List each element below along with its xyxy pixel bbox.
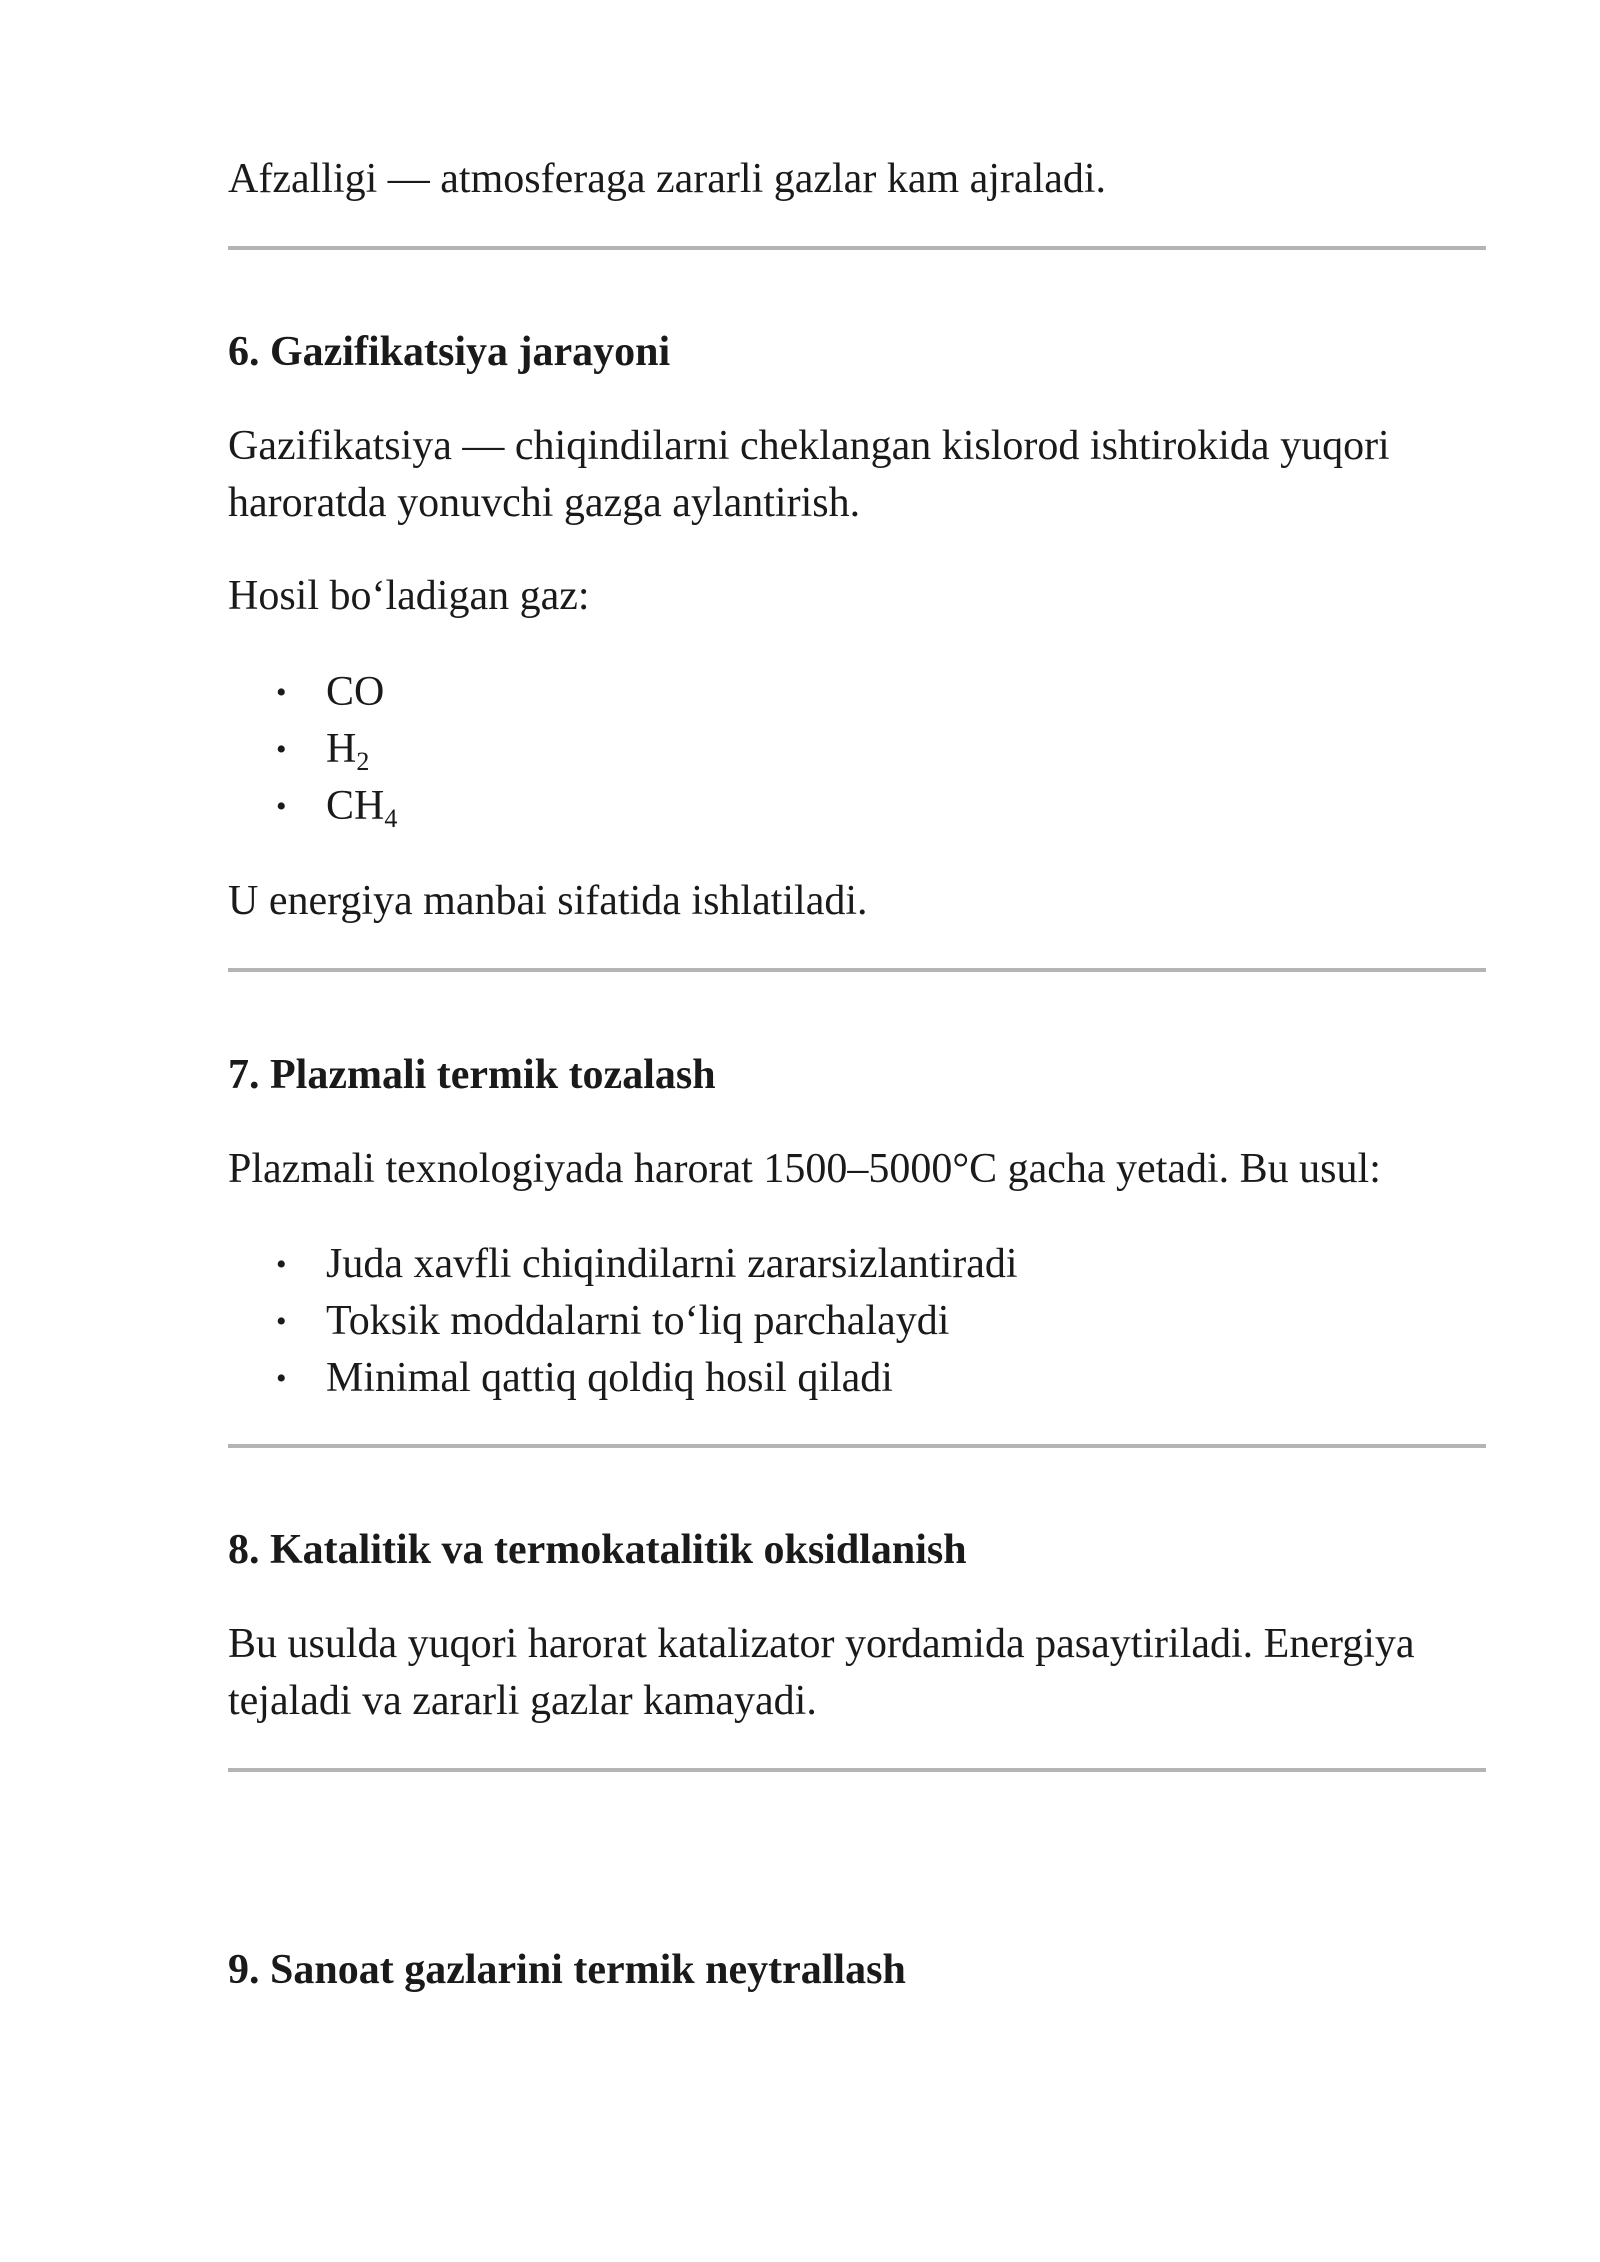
divider-2	[228, 968, 1486, 972]
section-6-heading: 6. Gazifikatsiya jarayoni	[228, 329, 671, 375]
list-item-text: Toksik moddalarni to‘liq parchalaydi	[326, 1298, 950, 1344]
gas-formula: CH	[326, 783, 385, 829]
gas-list	[228, 664, 397, 835]
section-6-gas-intro: Hosil bo‘ladigan gaz:	[228, 573, 590, 619]
divider-3	[228, 1444, 1486, 1448]
section-9-heading: 9. Sanoat gazlarini termik neytrallash	[228, 1947, 906, 1993]
bullet-icon: •	[276, 1305, 287, 1338]
section-6-paragraph-line-1: Gazifikatsiya — chiqindilarni cheklangan kislorod ishtirokida yuqori	[228, 423, 1390, 469]
list-item	[228, 1236, 1018, 1293]
bullet-icon: •	[276, 790, 287, 823]
list-item-text: Minimal qattiq qoldiq hosil qiladi	[326, 1355, 893, 1401]
intro-paragraph: Afzalligi — atmosferaga zararli gazlar kam ajraladi.	[228, 156, 1107, 202]
section-6-paragraph-line-2: haroratda yonuvchi gazga aylantirish.	[228, 480, 861, 526]
list-item	[228, 1293, 1018, 1350]
bullet-icon: •	[276, 1362, 287, 1395]
gas-formula-subscript: 2	[356, 747, 370, 776]
divider-4	[228, 1768, 1486, 1772]
section-6-closing-paragraph: U energiya manbai sifatida ishlatiladi.	[228, 878, 868, 924]
section-8-paragraph-line-1: Bu usulda yuqori harorat katalizator yordamida pasaytiriladi. Energiya	[228, 1621, 1415, 1667]
list-item	[228, 1350, 1018, 1407]
gas-formula-subscript: 4	[384, 804, 398, 833]
list-item-text: Juda xavfli chiqindilarni zararsizlantiradi	[326, 1241, 1018, 1287]
plasma-benefits-list	[228, 1236, 1018, 1407]
list-item	[228, 778, 397, 835]
section-8-heading: 8. Katalitik va termokatalitik oksidlanish	[228, 1527, 967, 1573]
gas-formula: H	[326, 726, 357, 772]
section-7-heading: 7. Plazmali termik tozalash	[228, 1052, 716, 1098]
list-item	[228, 721, 397, 778]
bullet-icon: •	[276, 676, 287, 709]
section-7-paragraph: Plazmali texnologiyada harorat 1500–5000°C gacha yetadi. Bu usul:	[228, 1146, 1381, 1192]
bullet-icon: •	[276, 1248, 287, 1281]
bullet-icon: •	[276, 733, 287, 766]
divider-1	[228, 246, 1486, 250]
list-item	[228, 664, 397, 721]
gas-formula: CO	[326, 669, 385, 715]
section-8-paragraph-line-2: tejaladi va zararli gazlar kamayadi.	[228, 1678, 817, 1724]
